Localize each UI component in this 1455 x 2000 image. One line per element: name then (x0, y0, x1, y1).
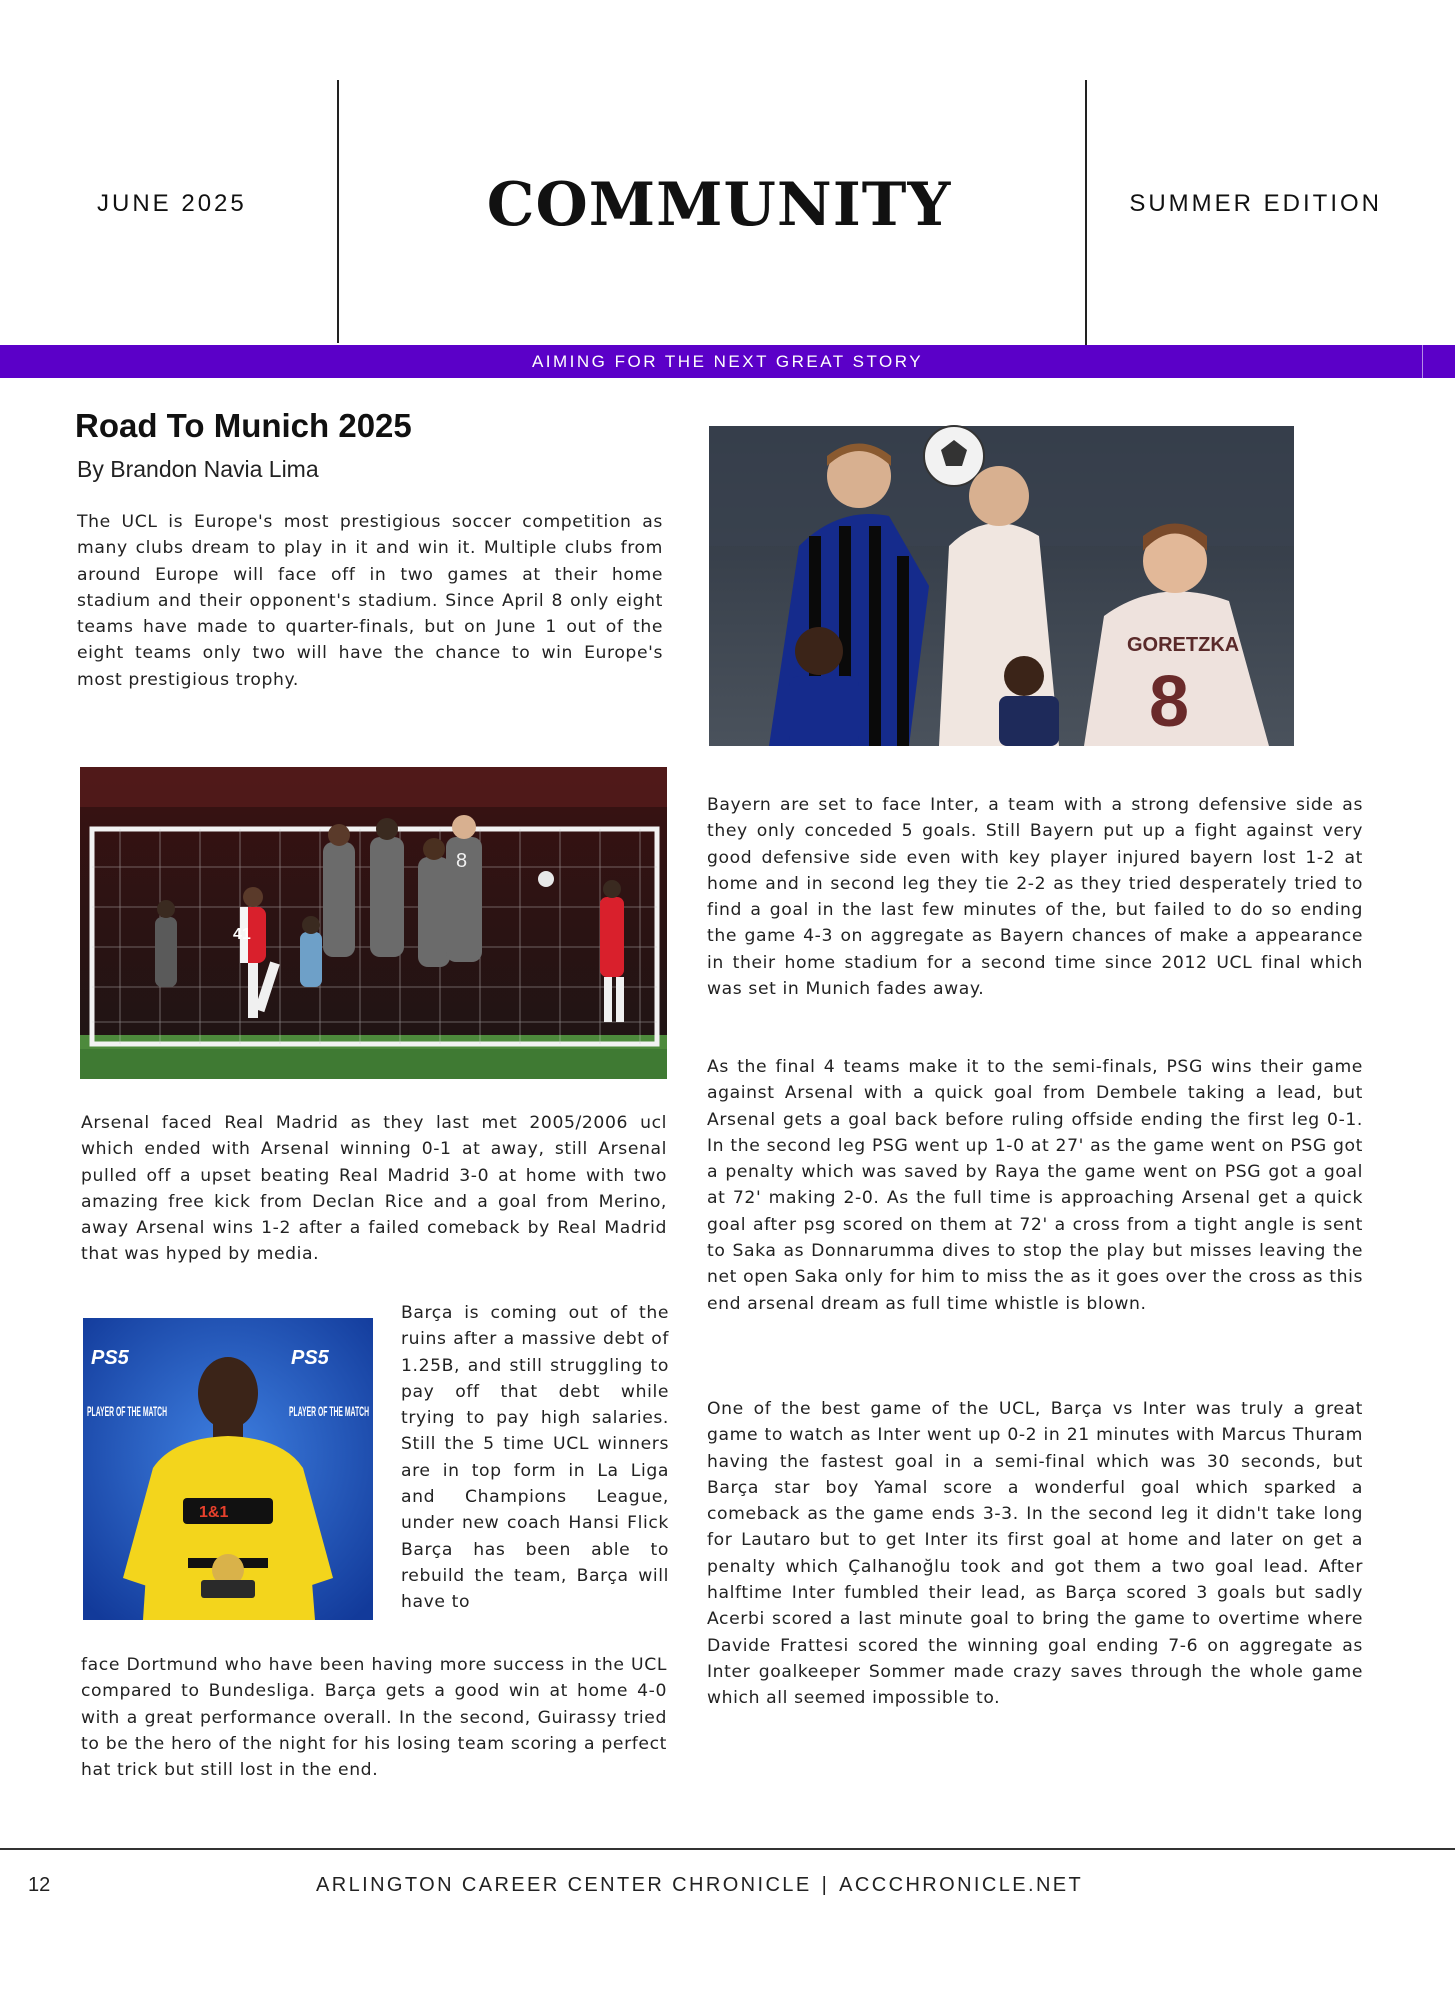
inter-bayern-photo (709, 426, 1294, 746)
ps5-logo-right: PS5 (291, 1347, 329, 1369)
website-link[interactable]: ACCCHRONICLE.NET (839, 1874, 1084, 1896)
publication-name: ARLINGTON CAREER CENTER CHRONICLE (316, 1874, 812, 1896)
goretzka-jersey-number: 8 (1149, 662, 1190, 742)
barca-inter-paragraph: One of the best game of the UCL, Barça vs Inter was truly a great game to watch as Inter went up 0-2 in 21 minutes with Marcus Thuram having the fastest goal in a semi-final which was 30 seconds, but Barça star boy Yamal score a wonderful goal which sparked a comeback as the game ends 3-3. In the second leg it didn't take long for Lautaro but to get Inter its first goal at home and later on get a penalty which Çalhanoğlu took and got them a two goal lead. After halftime Inter fumbled their lead, as Barça scored 3 goals but sadly Acerbi scored a last minute goal to bring the game to overtime where Davide Frattesi scored the winning goal ending 7-6 on aggregate as Inter goalkeeper Sommer made crazy saves through the whole game which all seemed impossible to. (707, 1399, 1363, 1709)
barca-continued-paragraph: face Dortmund who have been having more success in the UCL compared to Bundesliga. Barça gets a good win at home 4-0 with a great performance overall. In the second, Guirassy tried to be the hero of the night for his losing team scoring a perfect hat trick but still lost in the end. (81, 1655, 667, 1781)
barca-wrap-paragraph: Barça is coming out of the ruins after a massive debt of 1.25B, and still struggling to pay off that debt while trying to pay high salaries. Still the 5 time UCL winners are in top form in La Liga and Champions League, under new coach Hansi Flick Barça has been able to rebuild the team, Barça will have to (401, 1303, 669, 1613)
arsenal-paragraph: Arsenal faced Real Madrid as they last met 2005/2006 ucl which ended with Arsenal winning 0-1 at away, still Arsenal pulled off a upset beating Real Madrid 3-0 at home with two amazing free kick from Declan Rice and a goal from Merino, away Arsenal wins 1-2 after a failed comeback by Real Madrid that was hyped by media. (81, 1113, 667, 1265)
sponsor-logo: 1&1 (199, 1504, 229, 1521)
banner-divider (1422, 345, 1423, 378)
footer-publication (316, 1874, 1083, 1897)
intro-paragraph: The UCL is Europe's most prestigious soccer competition as many clubs dream to play in it and win it. Multiple clubs from around Europe will face off in two games at their home stadium and their opponent's stadium. Since April 8 only eight teams have made to quarter-finals, but on June 1 out of the eight teams only two will have the chance to win Europe's most prestigious trophy. (77, 512, 663, 690)
arsenal-madrid-photo (80, 767, 667, 1079)
masthead-divider-left (337, 80, 339, 343)
article-title: Road To Munich 2025 (75, 407, 412, 444)
edition-label: SUMMER EDITION (1129, 190, 1382, 217)
issue-date: JUNE 2025 (97, 190, 247, 217)
inter-bayern-illustration (709, 426, 1294, 746)
potm-illustration (83, 1318, 373, 1620)
bayern-paragraph: Bayern are set to face Inter, a team with a strong defensive side as they only conceded 5 goals. Still Bayern put up a fight against very good defensive side even with key player injured bayern lost 1-2 at home and in second leg they tie 2-2 as they tried desperately tried to find a goal in the last few minutes of the, but failed to do so ending the game 4-3 on aggregate as Bayern chances of make a appearance in their home stadium for a second time since 2012 UCL final which was set in Munich fades away. (707, 795, 1363, 1000)
masthead-divider-right (1085, 80, 1087, 363)
footer-rule (0, 1848, 1455, 1850)
semifinals-paragraph: As the final 4 teams make it to the semi-finals, PSG wins their game against Arsenal with a quick goal from Dembele taking a lead, but Arsenal gets a goal back before ruling offside ending the first leg 0-1. In the second leg PSG went up 1-0 at 27' as the game went on PSG got a penalty which was saved by Raya the game went on PSG got a goal at 72' making 2-0. As the full time is approaching Arsenal get a quick goal after psg scored on them at 72' a cross from a tight angle is sent to Saka as Donnarumma dives to stop the play but misses leaving the net open Saka only for him to miss the as it goes over the cross as this end arsenal dream as full time whistle is blown. (707, 1057, 1363, 1314)
player-of-the-match-photo (83, 1318, 373, 1620)
madrid-jersey-number: 8 (456, 850, 468, 872)
section-title: COMMUNITY (486, 170, 952, 240)
arsenal-jersey-number: 41 (233, 926, 251, 943)
award-text-right: PLAYER OF THE MATCH (289, 1403, 369, 1419)
article-byline: By Brandon Navia Lima (77, 456, 319, 482)
ps5-logo-left: PS5 (91, 1347, 129, 1369)
footer-separator: | (821, 1874, 830, 1896)
arsenal-madrid-illustration (80, 767, 667, 1079)
goretzka-jersey-name: GORETZKA (1127, 634, 1240, 656)
tagline-banner: AIMING FOR THE NEXT GREAT STORY (0, 345, 1455, 378)
award-text-left: PLAYER OF THE MATCH (87, 1403, 167, 1419)
page-number: 12 (28, 1874, 51, 1896)
